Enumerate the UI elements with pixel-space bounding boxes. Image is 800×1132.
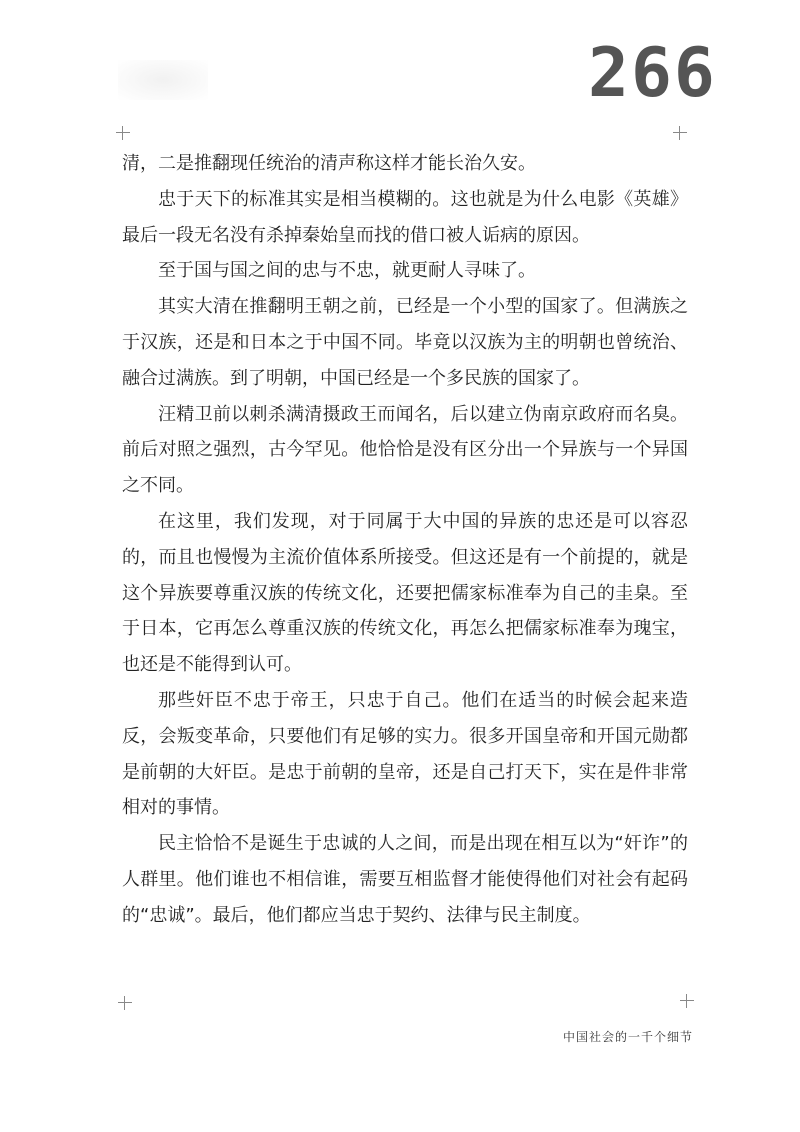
body-text: [122, 146, 688, 934]
paragraph-6: 在这里，我们发现，对于同属于大中国的异族的忠还是可以容忍的，而且也慢慢为主流价值体系所接受。但这还是有一个前提的，就是这个异族要尊重汉族的传统文化，还要把儒家标准奉为自己的圭臬。至于日本，它再怎么尊重汉族的传统文化，再怎么把儒家标准奉为瑰宝，也还是不能得到认可。: [122, 510, 688, 676]
crop-mark-top-left: [116, 126, 130, 140]
paragraph-3: 至于国与国之间的忠与不忠，就更耐人寻味了。: [158, 260, 536, 282]
paragraph-1: 清，二是推翻现任统治的清声称这样才能长治久安。: [122, 153, 536, 174]
paragraph-2: 忠于天下的标准其实是相当模糊的。这也就是为什么电影《英雄》最后一段无名没有杀掉秦始皇而找的借口被人诟病的原因。: [122, 188, 688, 246]
paragraph-7: 那些奸臣不忠于帝王，只忠于自己。他们在适当的时候会起来造反，会叛变革命，只要他们有足够的实力。很多开国皇帝和开国元勋都是前朝的大奸臣。是忠于前朝的皇帝，还是自己打天下，实在是件非常相对的事情。: [122, 689, 688, 819]
scan-smudge: [118, 60, 208, 100]
crop-mark-bottom-left: [118, 996, 132, 1010]
paragraph-4: 其实大清在推翻明王朝之前，已经是一个小型的国家了。但满族之于汉族，还是和日本之于中国不同。毕竟以汉族为主的明朝也曾统治、融合过满族。到了明朝，中国已经是一个多民族的国家了。: [122, 296, 688, 389]
paragraph-8: 民主恰恰不是诞生于忠诚的人之间，而是出现在相互以为“奸诈”的人群里。他们谁也不相信谁，需要互相监督才能使得他们对社会有起码的“忠诚”。最后，他们都应当忠于契约、法律与民主制度。: [122, 833, 688, 926]
crop-mark-top-right: [673, 126, 687, 140]
page-number: 266: [588, 34, 717, 113]
crop-mark-bottom-right: [680, 994, 694, 1008]
running-footer-book-title: 中国社会的一千个细节: [563, 1030, 694, 1044]
paragraph-5: 汪精卫前以刺杀满清摄政王而闻名，后以建立伪南京政府而名臭。前后对照之强烈，古今罕见。他恰恰是没有区分出一个异族与一个异国之不同。: [122, 403, 688, 497]
